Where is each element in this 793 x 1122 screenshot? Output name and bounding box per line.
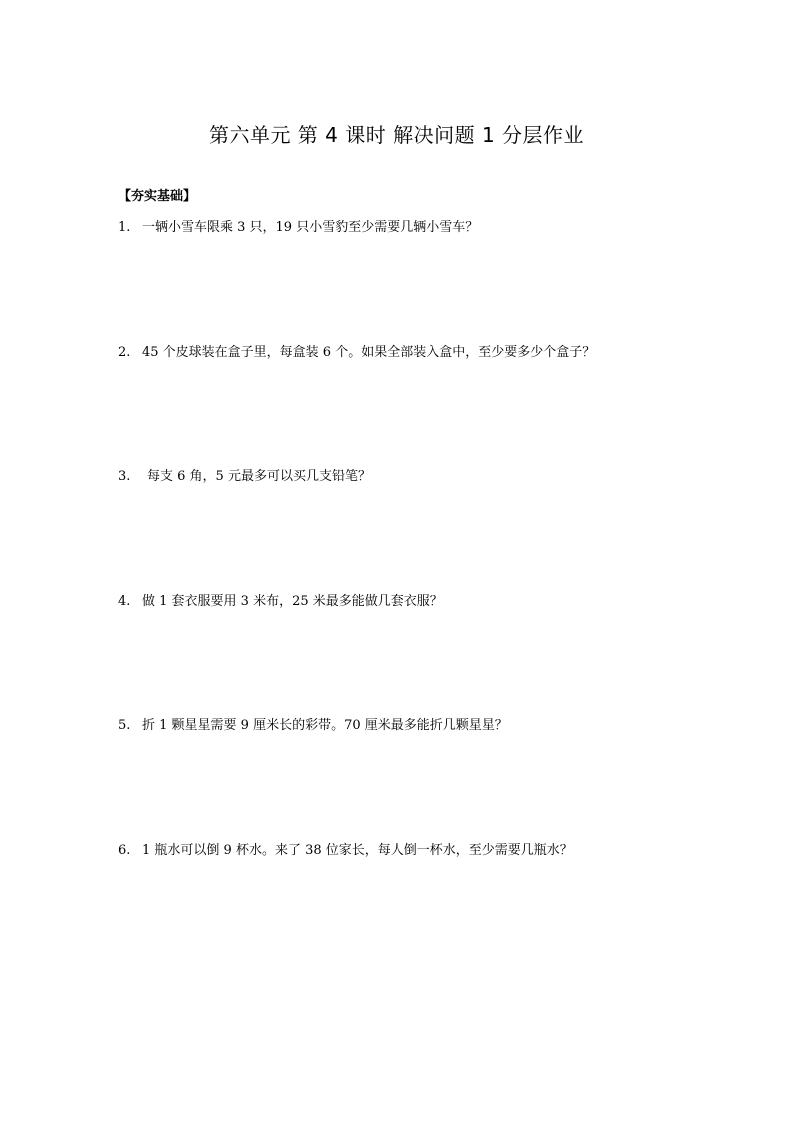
question-number: 4. — [118, 594, 131, 609]
question-number: 6. — [118, 843, 131, 858]
question-text: 一辆小雪车限乘 3 只，19 只小雪豹至少需要几辆小雪车？ — [142, 220, 479, 235]
question-text: 折 1 颗星星需要 9 厘米长的彩带。70 厘米最多能折几颗星星？ — [142, 718, 508, 733]
question-6 — [118, 842, 573, 860]
question-1 — [118, 219, 478, 237]
question-text: 每支 6 角，5 元最多可以买几支铅笔？ — [147, 469, 371, 484]
question-number: 3. — [118, 469, 131, 484]
question-text: 1 瓶水可以倒 9 杯水。来了 38 位家长，每人倒一杯水，至少需要几瓶水？ — [142, 843, 573, 858]
question-number: 1. — [118, 220, 131, 235]
question-text: 做 1 套衣服要用 3 米布，25 米最多能做几套衣服？ — [142, 594, 443, 609]
question-3 — [118, 468, 371, 486]
question-text: 45 个皮球装在盒子里，每盒装 6 个。如果全部装入盒中，至少要多少个盒子？ — [142, 345, 596, 360]
question-5 — [118, 717, 508, 735]
question-number: 5. — [118, 718, 131, 733]
question-2 — [118, 344, 595, 362]
question-number: 2. — [118, 345, 131, 360]
section-heading: 【夯实基础】 — [118, 189, 197, 204]
question-4 — [118, 593, 443, 611]
page-title: 第六单元 第 4 课时 解决问题 1 分层作业 — [208, 123, 585, 147]
